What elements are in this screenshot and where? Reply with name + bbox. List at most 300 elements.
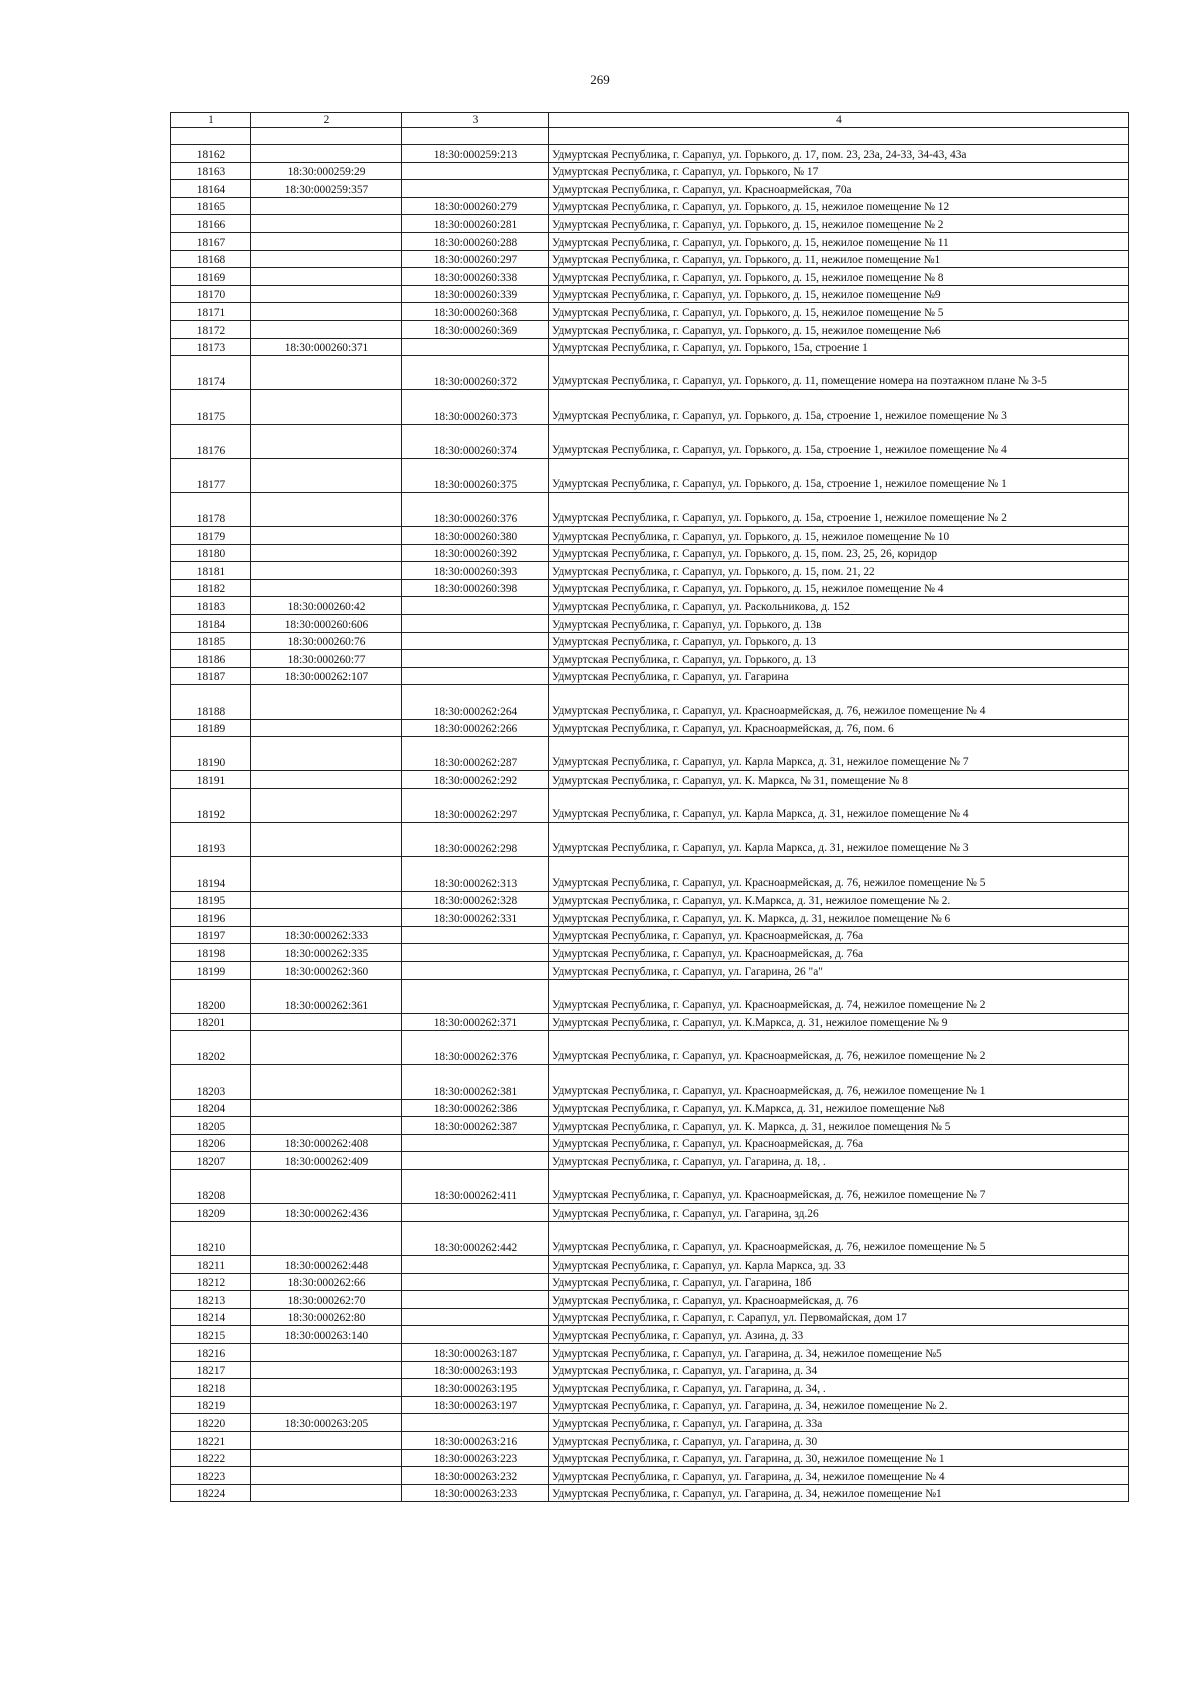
row-number: 18178 xyxy=(171,492,251,526)
row-number: 18175 xyxy=(171,390,251,424)
table-row xyxy=(171,597,1129,615)
cadastral-number-building: 18:30:000262:360 xyxy=(251,961,402,979)
row-number: 18184 xyxy=(171,615,251,633)
table-row xyxy=(171,1484,1129,1502)
table-row xyxy=(171,579,1129,597)
cadastral-number-building: 18:30:000262:436 xyxy=(251,1204,402,1222)
cadastral-number-building xyxy=(251,1431,402,1449)
row-number: 18199 xyxy=(171,961,251,979)
address: Удмуртская Республика, г. Сарапул, г. Сарапул, ул. Первомайская, дом 17 xyxy=(549,1308,1129,1326)
cadastral-number-premises: 18:30:000260:297 xyxy=(402,250,549,268)
cadastral-number-premises: 18:30:000263:195 xyxy=(402,1379,549,1397)
cadastral-number-premises: 18:30:000262:266 xyxy=(402,719,549,737)
cadastral-number-building: 18:30:000262:335 xyxy=(251,944,402,962)
table-row xyxy=(171,1396,1129,1414)
cadastral-number-premises xyxy=(402,961,549,979)
cadastral-number-premises xyxy=(402,1291,549,1309)
row-number: 18185 xyxy=(171,632,251,650)
cadastral-number-premises xyxy=(402,944,549,962)
address: Удмуртская Республика, г. Сарапул, ул. К.Маркса, д. 31, нежилое помещение №8 xyxy=(549,1099,1129,1117)
cadastral-number-premises: 18:30:000262:331 xyxy=(402,909,549,927)
table-row xyxy=(171,320,1129,338)
cadastral-number-premises: 18:30:000260:339 xyxy=(402,285,549,303)
cadastral-number-building xyxy=(251,562,402,580)
cadastral-number-building: 18:30:000262:409 xyxy=(251,1152,402,1170)
table-row xyxy=(171,1414,1129,1432)
row-number: 18200 xyxy=(171,979,251,1013)
address: Удмуртская Республика, г. Сарапул, ул. Горького, д. 13в xyxy=(549,615,1129,633)
row-number: 18195 xyxy=(171,891,251,909)
address: Удмуртская Республика, г. Сарапул, ул. Раскольникова, д. 152 xyxy=(549,597,1129,615)
cadastral-number-premises xyxy=(402,597,549,615)
address: Удмуртская Республика, г. Сарапул, ул. К.Маркса, д. 31, нежилое помещение № 2. xyxy=(549,891,1129,909)
cadastral-number-building xyxy=(251,1467,402,1485)
row-number: 18203 xyxy=(171,1065,251,1099)
cadastral-number-premises: 18:30:000260:373 xyxy=(402,390,549,424)
cadastral-number-premises: 18:30:000263:233 xyxy=(402,1484,549,1502)
cadastral-number-building xyxy=(251,320,402,338)
row-number: 18202 xyxy=(171,1031,251,1065)
row-number: 18181 xyxy=(171,562,251,580)
table-row xyxy=(171,788,1129,822)
address: Удмуртская Республика, г. Сарапул, ул. Горького, д. 15, нежилое помещение № 11 xyxy=(549,232,1129,250)
table-row xyxy=(171,737,1129,771)
row-number: 18170 xyxy=(171,285,251,303)
cadastral-number-premises: 18:30:000263:232 xyxy=(402,1467,549,1485)
address: Удмуртская Республика, г. Сарапул, ул. Азина, д. 33 xyxy=(549,1326,1129,1344)
address: Удмуртская Республика, г. Сарапул, ул. Гагарина, д. 34, нежилое помещение № 4 xyxy=(549,1467,1129,1485)
row-number: 18213 xyxy=(171,1291,251,1309)
row-number: 18177 xyxy=(171,458,251,492)
address: Удмуртская Республика, г. Сарапул, ул. Горького, д. 15, нежилое помещение № 2 xyxy=(549,215,1129,233)
cadastral-number-building xyxy=(251,891,402,909)
row-number: 18165 xyxy=(171,197,251,215)
row-number: 18167 xyxy=(171,232,251,250)
cadastral-number-building xyxy=(251,303,402,321)
address: Удмуртская Республика, г. Сарапул, ул. Гагарина, 26 "а" xyxy=(549,961,1129,979)
row-number: 18212 xyxy=(171,1273,251,1291)
registry-table xyxy=(170,112,1129,1502)
cadastral-number-premises xyxy=(402,615,549,633)
column-header-3: 3 xyxy=(402,113,549,128)
cadastral-number-building xyxy=(251,1099,402,1117)
cadastral-number-building: 18:30:000262:80 xyxy=(251,1308,402,1326)
cadastral-number-building: 18:30:000262:107 xyxy=(251,667,402,685)
row-number: 18208 xyxy=(171,1170,251,1204)
cadastral-number-premises: 18:30:000262:313 xyxy=(402,857,549,891)
row-number: 18197 xyxy=(171,926,251,944)
address: Удмуртская Республика, г. Сарапул, ул. Красноармейская, д. 76а xyxy=(549,1134,1129,1152)
cadastral-number-building xyxy=(251,356,402,390)
table-row xyxy=(171,1361,1129,1379)
cadastral-number-premises: 18:30:000262:386 xyxy=(402,1099,549,1117)
cadastral-number-premises: 18:30:000263:216 xyxy=(402,1431,549,1449)
table-row xyxy=(171,356,1129,390)
address: Удмуртская Республика, г. Сарапул, ул. Гагарина, д. 34, нежилое помещение №5 xyxy=(549,1343,1129,1361)
row-number: 18224 xyxy=(171,1484,251,1502)
row-number: 18223 xyxy=(171,1467,251,1485)
row-number: 18217 xyxy=(171,1361,251,1379)
empty-cell xyxy=(402,128,549,145)
table-row xyxy=(171,1134,1129,1152)
cadastral-number-premises xyxy=(402,926,549,944)
cadastral-number-building xyxy=(251,1013,402,1031)
address: Удмуртская Республика, г. Сарапул, ул. Горького, д. 15, нежилое помещение № 8 xyxy=(549,268,1129,286)
address: Удмуртская Республика, г. Сарапул, ул. Красноармейская, 70а xyxy=(549,180,1129,198)
row-number: 18191 xyxy=(171,771,251,789)
cadastral-number-building xyxy=(251,492,402,526)
row-number: 18220 xyxy=(171,1414,251,1432)
table-row xyxy=(171,891,1129,909)
table-row xyxy=(171,909,1129,927)
address: Удмуртская Республика, г. Сарапул, ул. Гагарина, д. 18, . xyxy=(549,1152,1129,1170)
cadastral-number-premises xyxy=(402,650,549,668)
row-number: 18215 xyxy=(171,1326,251,1344)
table-row xyxy=(171,944,1129,962)
cadastral-number-building: 18:30:000260:76 xyxy=(251,632,402,650)
cadastral-number-premises: 18:30:000259:213 xyxy=(402,145,549,163)
address: Удмуртская Республика, г. Сарапул, ул. Горького, д. 11, нежилое помещение №1 xyxy=(549,250,1129,268)
table-row xyxy=(171,215,1129,233)
table-row xyxy=(171,650,1129,668)
cadastral-number-building xyxy=(251,390,402,424)
table-row xyxy=(171,1152,1129,1170)
cadastral-number-premises: 18:30:000262:287 xyxy=(402,737,549,771)
cadastral-number-building xyxy=(251,1343,402,1361)
cadastral-number-building xyxy=(251,1170,402,1204)
cadastral-number-premises: 18:30:000260:393 xyxy=(402,562,549,580)
address: Удмуртская Республика, г. Сарапул, ул. Горького, д. 15а, строение 1, нежилое помещение № 1 xyxy=(549,458,1129,492)
address: Удмуртская Республика, г. Сарапул, ул. Гагарина, 18б xyxy=(549,1273,1129,1291)
cadastral-number-premises xyxy=(402,338,549,356)
row-number: 18211 xyxy=(171,1256,251,1274)
table-row xyxy=(171,719,1129,737)
table-row xyxy=(171,1170,1129,1204)
table-row xyxy=(171,1431,1129,1449)
address: Удмуртская Республика, г. Сарапул, ул. Красноармейская, д. 76, пом. 6 xyxy=(549,719,1129,737)
row-number: 18171 xyxy=(171,303,251,321)
cadastral-number-building xyxy=(251,719,402,737)
cadastral-number-building xyxy=(251,424,402,458)
row-number: 18188 xyxy=(171,685,251,719)
cadastral-number-premises: 18:30:000260:281 xyxy=(402,215,549,233)
cadastral-number-building xyxy=(251,1117,402,1135)
row-number: 18198 xyxy=(171,944,251,962)
cadastral-number-premises: 18:30:000262:387 xyxy=(402,1117,549,1135)
cadastral-number-building xyxy=(251,771,402,789)
row-number: 18183 xyxy=(171,597,251,615)
table-row xyxy=(171,667,1129,685)
table-row xyxy=(171,562,1129,580)
address: Удмуртская Республика, г. Сарапул, ул. Красноармейская, д. 76 xyxy=(549,1291,1129,1309)
cadastral-number-building xyxy=(251,1031,402,1065)
cadastral-number-premises: 18:30:000262:376 xyxy=(402,1031,549,1065)
address: Удмуртская Республика, г. Сарапул, ул. Горького, д. 15, нежилое помещение №6 xyxy=(549,320,1129,338)
cadastral-number-building xyxy=(251,788,402,822)
cadastral-number-premises: 18:30:000262:297 xyxy=(402,788,549,822)
table-row xyxy=(171,615,1129,633)
cadastral-number-building xyxy=(251,1221,402,1255)
address: Удмуртская Республика, г. Сарапул, ул. Гагарина, д. 34, . xyxy=(549,1379,1129,1397)
cadastral-number-building xyxy=(251,527,402,545)
cadastral-number-premises: 18:30:000260:375 xyxy=(402,458,549,492)
table-row xyxy=(171,303,1129,321)
table-row xyxy=(171,632,1129,650)
address: Удмуртская Республика, г. Сарапул, ул. Горького, д. 15, нежилое помещение № 4 xyxy=(549,579,1129,597)
page-number: 269 xyxy=(590,72,610,87)
cadastral-number-premises xyxy=(402,1256,549,1274)
table-row xyxy=(171,1467,1129,1485)
row-number: 18214 xyxy=(171,1308,251,1326)
row-number: 18193 xyxy=(171,823,251,857)
spacer-row xyxy=(171,128,1129,145)
cadastral-number-premises: 18:30:000260:279 xyxy=(402,197,549,215)
cadastral-number-building xyxy=(251,823,402,857)
cadastral-number-premises: 18:30:000262:298 xyxy=(402,823,549,857)
row-number: 18162 xyxy=(171,145,251,163)
cadastral-number-premises xyxy=(402,1204,549,1222)
table-row xyxy=(171,390,1129,424)
cadastral-number-premises xyxy=(402,180,549,198)
table-row xyxy=(171,1117,1129,1135)
row-number: 18204 xyxy=(171,1099,251,1117)
cadastral-number-premises: 18:30:000262:442 xyxy=(402,1221,549,1255)
row-number: 18206 xyxy=(171,1134,251,1152)
cadastral-number-building xyxy=(251,1065,402,1099)
header-row xyxy=(171,113,1129,128)
table-row xyxy=(171,1308,1129,1326)
row-number: 18222 xyxy=(171,1449,251,1467)
table-row xyxy=(171,1013,1129,1031)
cadastral-number-building xyxy=(251,685,402,719)
address: Удмуртская Республика, г. Сарапул, ул. Горького, д. 15, нежилое помещение № 10 xyxy=(549,527,1129,545)
cadastral-number-premises xyxy=(402,1308,549,1326)
cadastral-number-building: 18:30:000262:448 xyxy=(251,1256,402,1274)
table-row xyxy=(171,268,1129,286)
row-number: 18182 xyxy=(171,579,251,597)
row-number: 18180 xyxy=(171,544,251,562)
cadastral-number-building: 18:30:000262:70 xyxy=(251,1291,402,1309)
row-number: 18168 xyxy=(171,250,251,268)
cadastral-number-premises: 18:30:000262:328 xyxy=(402,891,549,909)
cadastral-number-building xyxy=(251,909,402,927)
address: Удмуртская Республика, г. Сарапул, ул. Горького, д. 13 xyxy=(549,632,1129,650)
cadastral-number-premises xyxy=(402,1152,549,1170)
cadastral-number-building: 18:30:000260:42 xyxy=(251,597,402,615)
cadastral-number-premises: 18:30:000260:369 xyxy=(402,320,549,338)
row-number: 18218 xyxy=(171,1379,251,1397)
cadastral-number-building: 18:30:000260:77 xyxy=(251,650,402,668)
table-row xyxy=(171,197,1129,215)
address: Удмуртская Республика, г. Сарапул, ул. Карла Маркса, зд. 33 xyxy=(549,1256,1129,1274)
address: Удмуртская Республика, г. Сарапул, ул. Горького, д. 13 xyxy=(549,650,1129,668)
row-number: 18174 xyxy=(171,356,251,390)
address: Удмуртская Республика, г. Сарапул, ул. Гагарина, зд.26 xyxy=(549,1204,1129,1222)
address: Удмуртская Республика, г. Сарапул, ул. К. Маркса, д. 31, нежилое помещения № 5 xyxy=(549,1117,1129,1135)
row-number: 18173 xyxy=(171,338,251,356)
column-header-1: 1 xyxy=(171,113,251,128)
cadastral-number-premises: 18:30:000263:223 xyxy=(402,1449,549,1467)
table-row xyxy=(171,857,1129,891)
row-number: 18210 xyxy=(171,1221,251,1255)
column-header-4: 4 xyxy=(549,113,1129,128)
cadastral-number-premises: 18:30:000260:372 xyxy=(402,356,549,390)
address: Удмуртская Республика, г. Сарапул, ул. Гагарина, д. 33а xyxy=(549,1414,1129,1432)
cadastral-number-premises: 18:30:000263:187 xyxy=(402,1343,549,1361)
address: Удмуртская Республика, г. Сарапул, ул. Красноармейская, д. 76, нежилое помещение № 4 xyxy=(549,685,1129,719)
cadastral-number-building xyxy=(251,544,402,562)
address: Удмуртская Республика, г. Сарапул, ул. Горького, № 17 xyxy=(549,162,1129,180)
address: Удмуртская Республика, г. Сарапул, ул. Горького, д. 15а, строение 1, нежилое помещение № 3 xyxy=(549,390,1129,424)
table-row xyxy=(171,1449,1129,1467)
cadastral-number-premises: 18:30:000260:380 xyxy=(402,527,549,545)
cadastral-number-premises xyxy=(402,162,549,180)
table-row xyxy=(171,1065,1129,1099)
cadastral-number-premises xyxy=(402,1326,549,1344)
cadastral-number-premises: 18:30:000263:193 xyxy=(402,1361,549,1379)
cadastral-number-building xyxy=(251,737,402,771)
address: Удмуртская Республика, г. Сарапул, ул. Гагарина, д. 34 xyxy=(549,1361,1129,1379)
table-row xyxy=(171,544,1129,562)
cadastral-number-premises: 18:30:000260:368 xyxy=(402,303,549,321)
row-number: 18189 xyxy=(171,719,251,737)
table-row xyxy=(171,145,1129,163)
row-number: 18196 xyxy=(171,909,251,927)
table-row xyxy=(171,458,1129,492)
address: Удмуртская Республика, г. Сарапул, ул. Горького, д. 15, нежилое помещение №9 xyxy=(549,285,1129,303)
table-row xyxy=(171,1221,1129,1255)
column-header-2: 2 xyxy=(251,113,402,128)
table-row xyxy=(171,926,1129,944)
cadastral-number-building xyxy=(251,1449,402,1467)
row-number: 18192 xyxy=(171,788,251,822)
cadastral-number-building: 18:30:000262:66 xyxy=(251,1273,402,1291)
address: Удмуртская Республика, г. Сарапул, ул. Горького, д. 11, помещение номера на поэтажном плане № 3-5 xyxy=(549,356,1129,390)
cadastral-number-building xyxy=(251,1396,402,1414)
cadastral-number-building: 18:30:000260:606 xyxy=(251,615,402,633)
table-row xyxy=(171,1291,1129,1309)
address: Удмуртская Республика, г. Сарапул, ул. Горького, д. 15, нежилое помещение № 5 xyxy=(549,303,1129,321)
address: Удмуртская Республика, г. Сарапул, ул. Карла Маркса, д. 31, нежилое помещение № 3 xyxy=(549,823,1129,857)
cadastral-number-premises xyxy=(402,1414,549,1432)
table-row xyxy=(171,180,1129,198)
address: Удмуртская Республика, г. Сарапул, ул. Красноармейская, д. 76, нежилое помещение № 1 xyxy=(549,1065,1129,1099)
row-number: 18221 xyxy=(171,1431,251,1449)
cadastral-number-building xyxy=(251,285,402,303)
table-row xyxy=(171,162,1129,180)
empty-cell xyxy=(251,128,402,145)
empty-cell xyxy=(549,128,1129,145)
cadastral-number-building xyxy=(251,232,402,250)
cadastral-number-building xyxy=(251,1361,402,1379)
cadastral-number-building: 18:30:000262:333 xyxy=(251,926,402,944)
address: Удмуртская Республика, г. Сарапул, ул. Гагарина, д. 30, нежилое помещение № 1 xyxy=(549,1449,1129,1467)
row-number: 18186 xyxy=(171,650,251,668)
row-number: 18176 xyxy=(171,424,251,458)
cadastral-number-building xyxy=(251,250,402,268)
table-row xyxy=(171,1343,1129,1361)
table-row xyxy=(171,685,1129,719)
table-row xyxy=(171,232,1129,250)
cadastral-number-building xyxy=(251,579,402,597)
cadastral-number-premises xyxy=(402,667,549,685)
address: Удмуртская Республика, г. Сарапул, ул. К. Маркса, № 31, помещение № 8 xyxy=(549,771,1129,789)
table-row xyxy=(171,527,1129,545)
cadastral-number-premises: 18:30:000260:376 xyxy=(402,492,549,526)
row-number: 18216 xyxy=(171,1343,251,1361)
address: Удмуртская Республика, г. Сарапул, ул. Горького, д. 17, пом. 23, 23а, 24-33, 34-43, 43а xyxy=(549,145,1129,163)
row-number: 18179 xyxy=(171,527,251,545)
row-number: 18163 xyxy=(171,162,251,180)
cadastral-number-premises: 18:30:000260:374 xyxy=(402,424,549,458)
cadastral-number-building xyxy=(251,197,402,215)
cadastral-number-building xyxy=(251,458,402,492)
cadastral-number-premises xyxy=(402,1273,549,1291)
cadastral-number-premises: 18:30:000260:392 xyxy=(402,544,549,562)
address: Удмуртская Республика, г. Сарапул, ул. Горького, д. 15а, строение 1, нежилое помещение № 4 xyxy=(549,424,1129,458)
cadastral-number-building xyxy=(251,145,402,163)
cadastral-number-premises: 18:30:000260:398 xyxy=(402,579,549,597)
table-row xyxy=(171,424,1129,458)
table-row xyxy=(171,1379,1129,1397)
table-row xyxy=(171,1204,1129,1222)
table-row xyxy=(171,823,1129,857)
row-number: 18205 xyxy=(171,1117,251,1135)
cadastral-number-premises: 18:30:000263:197 xyxy=(402,1396,549,1414)
table-row xyxy=(171,492,1129,526)
cadastral-number-building: 18:30:000263:205 xyxy=(251,1414,402,1432)
table-row xyxy=(171,1326,1129,1344)
address: Удмуртская Республика, г. Сарапул, ул. Красноармейская, д. 76, нежилое помещение № 7 xyxy=(549,1170,1129,1204)
address: Удмуртская Республика, г. Сарапул, ул. Красноармейская, д. 74, нежилое помещение № 2 xyxy=(549,979,1129,1013)
table-row xyxy=(171,1099,1129,1117)
address: Удмуртская Республика, г. Сарапул, ул. Красноармейская, д. 76, нежилое помещение № 2 xyxy=(549,1031,1129,1065)
cadastral-number-building xyxy=(251,857,402,891)
row-number: 18187 xyxy=(171,667,251,685)
table-row xyxy=(171,1256,1129,1274)
cadastral-number-premises xyxy=(402,979,549,1013)
address: Удмуртская Республика, г. Сарапул, ул. Горького, д. 15, пом. 21, 22 xyxy=(549,562,1129,580)
table-row xyxy=(171,1273,1129,1291)
cadastral-number-premises: 18:30:000260:338 xyxy=(402,268,549,286)
address: Удмуртская Республика, г. Сарапул, ул. К. Маркса, д. 31, нежилое помещение № 6 xyxy=(549,909,1129,927)
row-number: 18207 xyxy=(171,1152,251,1170)
table-row xyxy=(171,250,1129,268)
address: Удмуртская Республика, г. Сарапул, ул. Гагарина, д. 34, нежилое помещение № 2. xyxy=(549,1396,1129,1414)
cadastral-number-premises: 18:30:000260:288 xyxy=(402,232,549,250)
table-row xyxy=(171,961,1129,979)
address: Удмуртская Республика, г. Сарапул, ул. Гагарина xyxy=(549,667,1129,685)
row-number: 18164 xyxy=(171,180,251,198)
address: Удмуртская Республика, г. Сарапул, ул. Карла Маркса, д. 31, нежилое помещение № 7 xyxy=(549,737,1129,771)
row-number: 18209 xyxy=(171,1204,251,1222)
row-number: 18201 xyxy=(171,1013,251,1031)
table-row xyxy=(171,285,1129,303)
cadastral-number-building xyxy=(251,1379,402,1397)
cadastral-number-building xyxy=(251,268,402,286)
address: Удмуртская Республика, г. Сарапул, ул. Горького, д. 15, нежилое помещение № 12 xyxy=(549,197,1129,215)
row-number: 18169 xyxy=(171,268,251,286)
address: Удмуртская Республика, г. Сарапул, ул. Красноармейская, д. 76а xyxy=(549,926,1129,944)
row-number: 18219 xyxy=(171,1396,251,1414)
address: Удмуртская Республика, г. Сарапул, ул. Красноармейская, д. 76, нежилое помещение № 5 xyxy=(549,857,1129,891)
table-row xyxy=(171,979,1129,1013)
address: Удмуртская Республика, г. Сарапул, ул. Карла Маркса, д. 31, нежилое помещение № 4 xyxy=(549,788,1129,822)
cadastral-number-premises: 18:30:000262:381 xyxy=(402,1065,549,1099)
address: Удмуртская Республика, г. Сарапул, ул. Горького, д. 15, пом. 23, 25, 26, коридор xyxy=(549,544,1129,562)
address: Удмуртская Республика, г. Сарапул, ул. Гагарина, д. 34, нежилое помещение №1 xyxy=(549,1484,1129,1502)
table-row xyxy=(171,1031,1129,1065)
